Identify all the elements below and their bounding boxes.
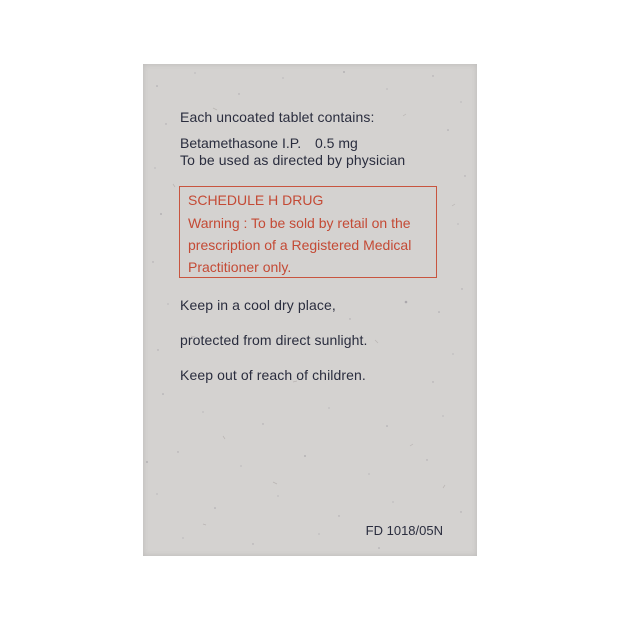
schedule-h-title: SCHEDULE H DRUG xyxy=(188,192,324,208)
ingredient-dose: 0.5 mg xyxy=(315,135,358,151)
license-code: FD 1018/05N xyxy=(365,523,443,538)
storage-instruction: Keep out of reach of children. xyxy=(180,367,366,383)
composition-heading: Each uncoated tablet contains: xyxy=(180,109,375,125)
warning-line: Practitioner only. xyxy=(188,259,292,275)
schedule-h-warning-box xyxy=(179,186,437,278)
ingredient-name: Betamethasone I.P. xyxy=(180,135,302,151)
warning-line: Warning : To be sold by retail on the xyxy=(188,215,411,231)
usage-note: To be used as directed by physician xyxy=(180,152,406,168)
warning-line: prescription of a Registered Medical xyxy=(188,237,412,253)
medicine-carton-panel xyxy=(143,64,477,556)
ingredient-row xyxy=(180,135,358,151)
storage-instruction: Keep in a cool dry place, xyxy=(180,297,336,313)
storage-instruction: protected from direct sunlight. xyxy=(180,332,368,348)
